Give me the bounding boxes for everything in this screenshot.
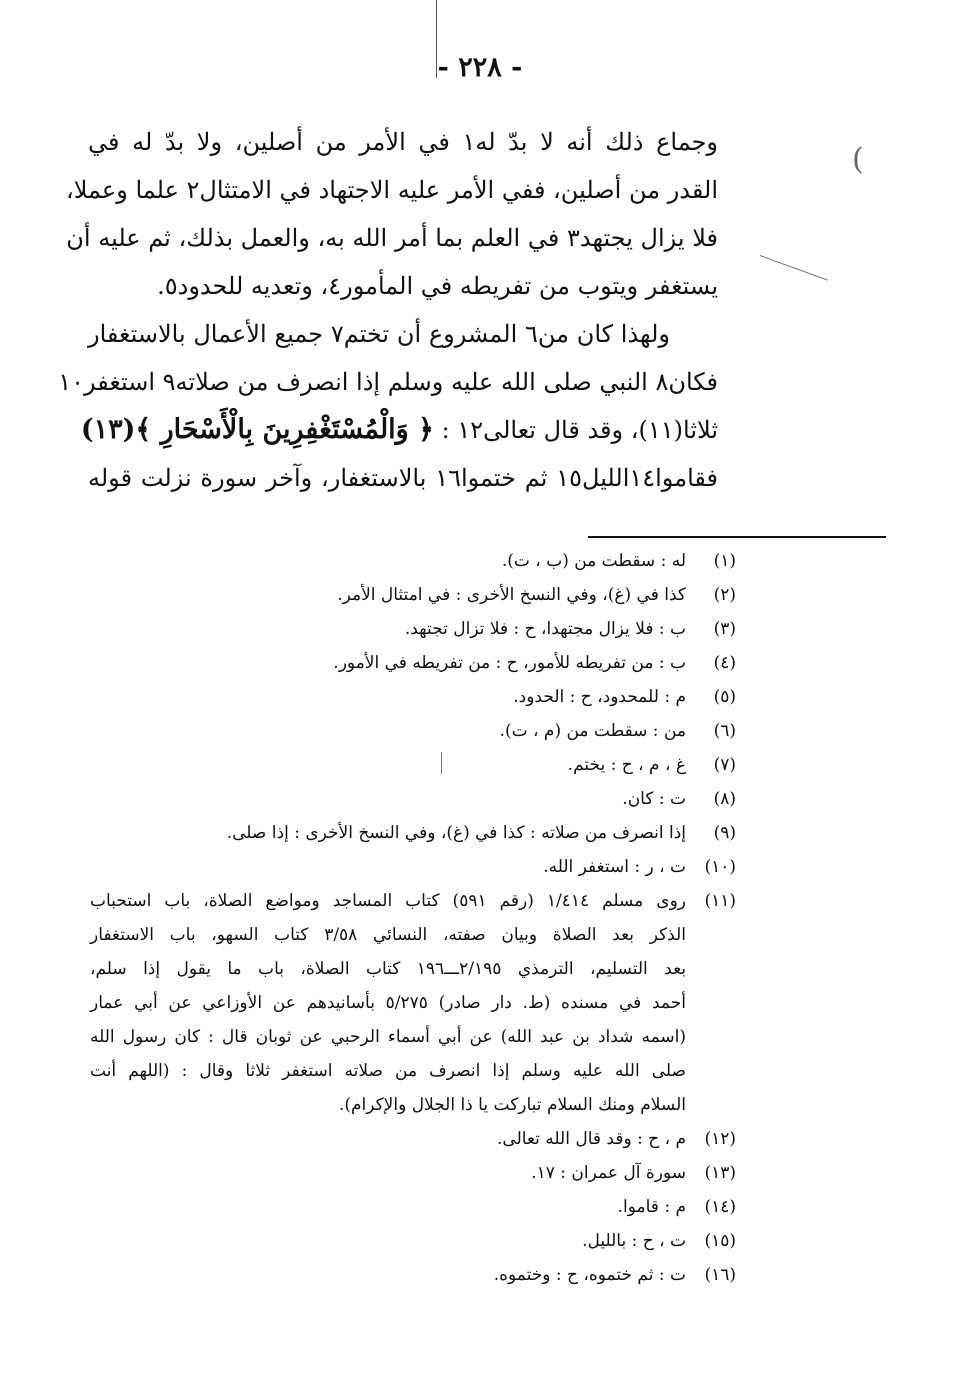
footnote-text-line: ت ، ر : استغفر الله. (543, 857, 686, 877)
footnote-text (90, 1224, 686, 1258)
scan-artifact-diagonal-line (760, 255, 828, 281)
footnote-item (90, 612, 736, 646)
footnote-text-line: الذكر بعد الصلاة وبيان صفته، النسائي ٣/٥٨ كتاب السهو، باب الاستغفار (90, 925, 686, 945)
footnote-text-line: صلى الله عليه وسلم إذا انصرف من صلاته استغفر ثلاثا وقال : (اللهم أنت (90, 1061, 686, 1081)
main-text-line: وجماع ذلك أنه لا بدّ له١ في الأمر من أصلين، ولا بدّ له في (88, 128, 718, 156)
footnote-number: (١٥) (704, 1231, 736, 1251)
footnote-text-line: ب : فلا يزال مجتهدا، ح : فلا تزال تجتهد. (404, 619, 686, 639)
footnote-number: (٥) (713, 687, 736, 707)
footnote-text-line: غ ، م ، ح : يختم. (567, 755, 686, 775)
footnote-text-line: ت : ثم ختموه، ح : وختموه. (493, 1265, 686, 1285)
footnote-text (90, 578, 686, 612)
footnote-number: (٩) (713, 823, 736, 843)
main-text-line: فلا يزال يجتهد٣ في العلم بما أمر الله به، والعمل بذلك، ثم عليه أن (66, 224, 718, 252)
footnote-text-line: كذا في (غ)، وفي النسخ الأخرى : في امتثال الأمر. (337, 585, 686, 605)
footnote-item (90, 884, 736, 1122)
footnote-number: (٣) (713, 619, 736, 639)
footnote-text-line: ت ، ح : بالليل. (582, 1231, 686, 1251)
footnote-item (90, 1156, 736, 1190)
footnote-number: (٦) (713, 721, 736, 741)
main-text-line: فقاموا١٤الليل١٥ ثم ختموا١٦ بالاستغفار، وآخر سورة نزلت قوله (88, 464, 718, 492)
footnote-text-line: السلام ومنك السلام تباركت يا ذا الجلال والإكرام). (338, 1095, 686, 1115)
footnote-item (90, 782, 736, 816)
footnote-number: (١٦) (704, 1265, 736, 1285)
footnote-item (90, 748, 736, 782)
quran-verse: ﴿ وَالْمُسْتَغْفِرِينَ بِالْأَسْحَارِ ﴾(١٣) (80, 414, 434, 445)
footnote-text (90, 1156, 686, 1190)
footnote-item (90, 680, 736, 714)
main-text-line-with-verse (80, 406, 718, 454)
footnote-text (90, 748, 686, 782)
page-number: - ٢٢٨ - (437, 52, 523, 83)
footnote-item (90, 850, 736, 884)
footnote-text-line: إذا انصرف من صلاته : كذا في (غ)، وفي النسخ الأخرى : إذا صلى. (226, 823, 686, 843)
footnote-divider (588, 536, 886, 538)
footnote-item (90, 1224, 736, 1258)
footnote-item (90, 1258, 736, 1292)
footnote-text (90, 782, 686, 816)
footnote-item (90, 714, 736, 748)
footnote-text-line: ت : كان. (622, 789, 686, 809)
footnote-number: (٤) (713, 653, 736, 673)
footnote-text (90, 1190, 686, 1224)
main-text-line: يستغفر ويتوب من تفريطه في المأمور٤، وتعديه للحدود٥. (157, 272, 718, 300)
footnote-number: (١٣) (704, 1163, 736, 1183)
main-text-segment: ثلاثا(١١)، وقد قال تعالى١٢ : (441, 416, 718, 444)
footnote-text-line: له : سقطت من (ب ، ت). (501, 551, 686, 571)
main-text-body (58, 118, 718, 502)
footnote-text (90, 612, 686, 646)
footnote-number: (٨) (713, 789, 736, 809)
footnote-text-line: أحمد في مسنده (ط. دار صادر) ٥/٢٧٥ بأسانيدهم عن الأوزاعي عن أبي عمار (90, 993, 686, 1013)
footnote-text (90, 850, 686, 884)
footnote-text (90, 816, 686, 850)
footnote-text-line: سورة آل عمران : ١٧. (531, 1163, 686, 1183)
footnote-item (90, 578, 736, 612)
footnote-item (90, 816, 736, 850)
footnote-number: (٢) (713, 585, 736, 605)
footnote-number: (١٠) (704, 857, 736, 877)
footnote-text (90, 714, 686, 748)
footnote-text (90, 544, 686, 578)
footnote-number: (١٤) (704, 1197, 736, 1217)
main-text-line: فكان٨ النبي صلى الله عليه وسلم إذا انصرف من صلاته٩ استغفر١٠ (58, 368, 718, 396)
footnote-item (90, 1122, 736, 1156)
footnote-number: (٧) (713, 755, 736, 775)
footnote-text (90, 646, 686, 680)
footnote-text-line: م ، ح : وقد قال الله تعالى. (497, 1129, 686, 1149)
footnote-text (90, 1122, 686, 1156)
footnote-number: (١٢) (704, 1129, 736, 1149)
footnote-text-line: ب : من تفريطه للأمور، ح : من تفريطه في الأمور. (333, 653, 686, 673)
footnote-text (90, 680, 686, 714)
footnote-number: (١) (713, 551, 736, 571)
footnote-text (90, 884, 686, 1122)
footnote-text-line: م : قاموا. (617, 1197, 686, 1217)
footnotes-list (90, 544, 736, 1292)
footnote-text-line: روى مسلم ١/٤١٤ (رقم ٥٩١) كتاب المساجد ومواضع الصلاة، باب استحباب (90, 891, 686, 911)
footnote-item (90, 544, 736, 578)
footnote-text (90, 1258, 686, 1292)
footnote-text-line: م : للمحدود، ح : الحدود. (513, 687, 686, 707)
footnote-text-line: بعد التسليم، الترمذي ٢/١٩٥ـــ١٩٦ كتاب الصلاة، باب ما يقول إذا سلم، (90, 959, 686, 979)
footnote-text-line: من : سقطت من (م ، ت). (499, 721, 686, 741)
footnote-item (90, 1190, 736, 1224)
main-text-line: القدر من أصلين، ففي الأمر عليه الاجتهاد في الامتثال٢ علما وعملا، (65, 176, 718, 204)
main-text-line: ولهذا كان من٦ المشروع أن تختم٧ جميع الأعمال بالاستغفار (88, 320, 671, 348)
footnote-item (90, 646, 736, 680)
scan-artifact-mark: ( (852, 142, 864, 177)
footnote-text-line: (اسمه شداد بن عبد الله) عن أبي أسماء الرحبي عن ثوبان قال : كان رسول الله (90, 1027, 686, 1047)
footnote-number: (١١) (704, 891, 736, 911)
